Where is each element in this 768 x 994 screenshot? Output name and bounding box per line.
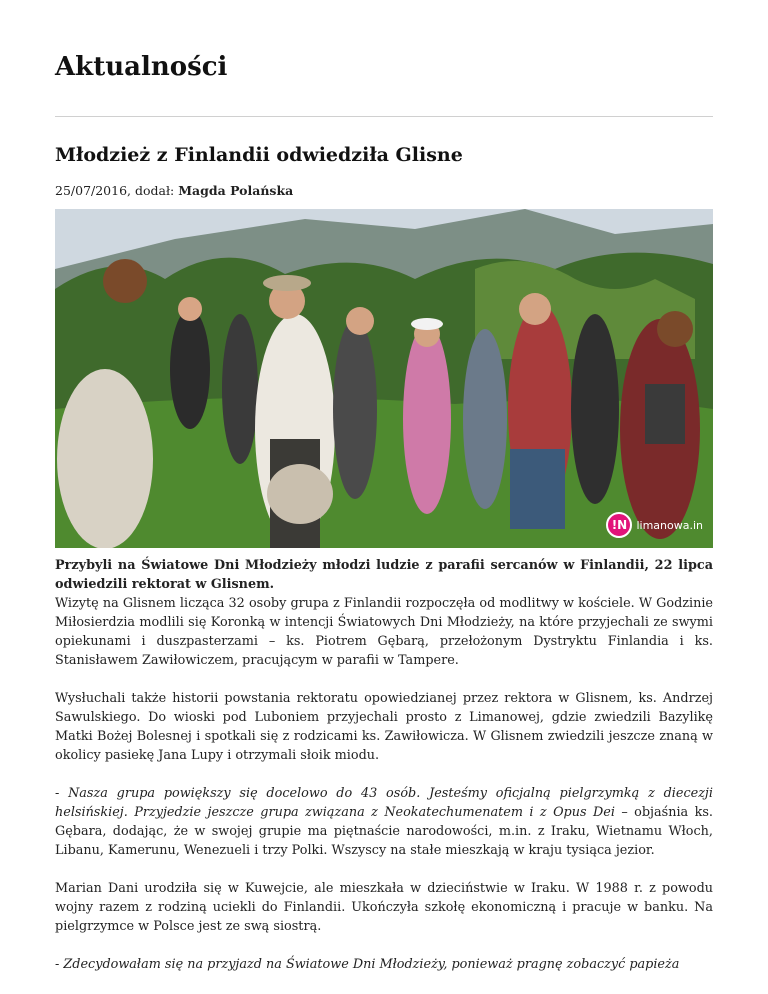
lead-paragraph — [55, 556, 713, 594]
article-title[interactable]: Młodzież z Finlandii odwiedziła Glisne — [55, 144, 463, 166]
photo-illustration — [55, 209, 713, 548]
article-date: 25/07/2016 — [55, 183, 128, 198]
article-meta — [55, 183, 293, 198]
header-divider — [55, 116, 713, 117]
paragraph-1: Wizytę na Glisnem licząca 32 osoby grupa z Finlandii rozpoczęła od modlitwy w kościele. W Godzinie Miłosierdzia modlili się Koronką w intencji Światowych Dni Młodzieży, na które przyjechali ze swymi opiekunami i duszpasterzami – ks. Piotrem Gębarą, przełożonym Dystryktu Finlandia i ks. Stanisławem Zawiłowiczem, pracującym w parafii w Tampere. — [55, 596, 713, 668]
article-photo — [55, 209, 713, 548]
paragraph-5 — [55, 955, 713, 974]
site-title: Aktualności — [55, 52, 228, 82]
author-prefix: , dodał: — [127, 183, 179, 198]
quote-5: - Zdecydowałam się na przyjazd na Światowe Dni Młodzieży, ponieważ pragnę zobaczyć papieża — [55, 957, 680, 972]
paragraph-3 — [55, 784, 713, 860]
paragraph-4: Marian Dani urodziła się w Kuwejcie, ale mieszkała w dzieciństwie w Iraku. W 1988 r. z powodu wojny razem z rodziną uciekli do Finlandii. Ukończyła szkołę ekonomiczną i pracuje w banku. Na pielgrzymce w Polsce jest ze swą siostrą. — [55, 881, 713, 934]
quote-3: - Nasza grupa powiększy się docelowo do 43 osób. Jesteśmy oficjalną pielgrzymką z diecezji helsińskiej. Przyjedzie jeszcze grupa związana z Neokatechumenatem i z Opus Dei — [55, 786, 713, 820]
watermark-text: limanowa.in — [636, 518, 703, 532]
lead-bold: Przybyli na Światowe Dni Młodzieży młodzi ludzie z parafii sercanów w Finlandii, 22 lipca odwiedzili rektorat w Glisnem. — [55, 558, 713, 592]
paragraph-2: Wysłuchali także historii powstania rektoratu opowiedzianej przez rektora w Glisnem, ks. Andrzej Sawulskiego. Do wioski pod Luboniem przyjechali prosto z Limanowej, gdzie zwiedzili Bazylikę Matki Bożej Bolesnej i spotkali się z rodzicami ks. Zawiłowicza. W Glisnem zwiedzili jeszcze znaną w okolicy pasiekę Jana Lupy i otrzymali słoik miodu. — [55, 691, 713, 763]
article-author[interactable]: Magda Polańska — [178, 183, 294, 198]
limanowa-logo-icon: !N — [606, 512, 632, 538]
paragraph-3-text: – objaśnia ks. Gębara, dodając, że w swojej grupie ma piętnaście narodowości, m.in. z Iraku, Wietnamu Włoch, Libanu, Kamerunu, Wenezueli i trzy Polki. Wszyscy na stałe mieszkają w kraju tysiąca jezior. — [55, 805, 714, 858]
article-body — [55, 556, 713, 993]
photo-watermark — [606, 512, 703, 538]
